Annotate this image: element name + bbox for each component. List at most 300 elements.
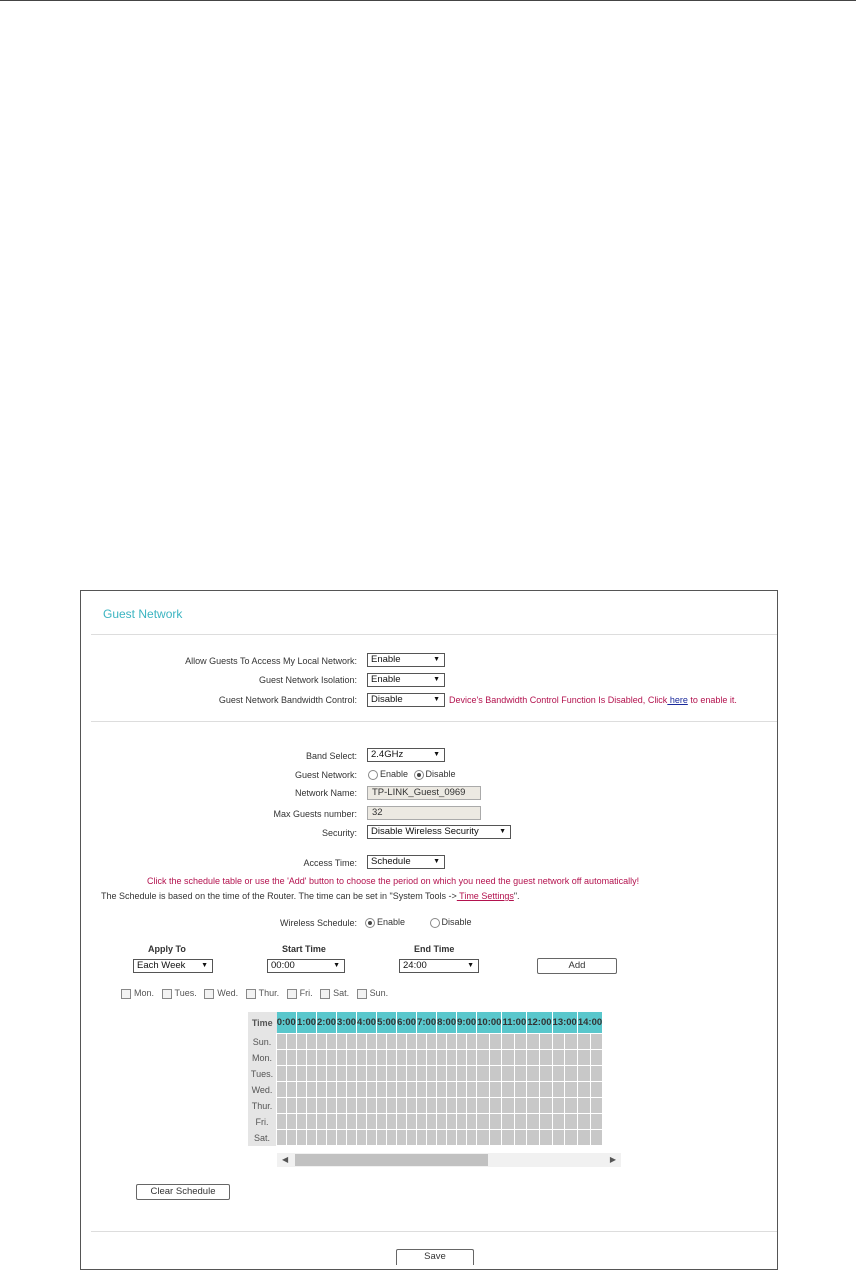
schedule-cell[interactable] [397, 1114, 407, 1130]
schedule-scrollbar[interactable] [277, 1153, 621, 1167]
schedule-cell[interactable] [527, 1098, 540, 1114]
schedule-cell[interactable] [467, 1050, 477, 1066]
schedule-cell[interactable] [489, 1130, 502, 1146]
end-time-select[interactable]: 24:00 ▼ [399, 959, 479, 973]
schedule-cell[interactable] [577, 1082, 590, 1098]
schedule-cell[interactable] [565, 1130, 578, 1146]
schedule-cell[interactable] [552, 1130, 565, 1146]
schedule-cell[interactable] [502, 1066, 514, 1082]
schedule-cell[interactable] [357, 1066, 367, 1082]
schedule-cell[interactable] [407, 1066, 417, 1082]
hour-header: 8:00 [437, 1012, 457, 1034]
schedule-cell[interactable] [407, 1034, 417, 1050]
day-row-label: Sat. [248, 1130, 277, 1146]
triangle-left-icon[interactable]: ◀ [282, 1155, 289, 1164]
band-select-label: Band Select: [305, 751, 357, 761]
schedule-cell[interactable] [297, 1034, 307, 1050]
schedule-cell[interactable] [357, 1130, 367, 1146]
schedule-cell[interactable] [577, 1034, 590, 1050]
schedule-cell[interactable] [539, 1114, 552, 1130]
schedule-row [248, 1034, 603, 1050]
schedule-cell[interactable] [565, 1034, 578, 1050]
schedule-cell[interactable] [467, 1130, 477, 1146]
schedule-cell[interactable] [277, 1082, 287, 1098]
triangle-right-icon[interactable]: ▶ [609, 1155, 616, 1164]
apply-to-label: Apply To [148, 944, 186, 954]
schedule-cell[interactable] [590, 1082, 603, 1098]
schedule-cell[interactable] [447, 1130, 457, 1146]
schedule-cell[interactable] [327, 1066, 337, 1082]
day-checkbox[interactable]: Wed. [204, 988, 238, 998]
schedule-cell[interactable] [539, 1050, 552, 1066]
schedule-cell[interactable] [539, 1130, 552, 1146]
schedule-cell[interactable] [552, 1082, 565, 1098]
schedule-cell[interactable] [539, 1098, 552, 1114]
hour-header: 9:00 [457, 1012, 477, 1034]
schedule-cell[interactable] [317, 1050, 327, 1066]
schedule-cell[interactable] [407, 1050, 417, 1066]
schedule-cell[interactable] [317, 1098, 327, 1114]
schedule-cell[interactable] [565, 1066, 578, 1082]
schedule-cell[interactable] [489, 1050, 502, 1066]
schedule-cell[interactable] [337, 1034, 347, 1050]
schedule-cell[interactable] [590, 1098, 603, 1114]
schedule-cell[interactable] [437, 1066, 447, 1082]
schedule-cell[interactable] [590, 1130, 603, 1146]
schedule-cell[interactable] [297, 1098, 307, 1114]
network-name-label: Network Name: [294, 788, 357, 798]
schedule-cell[interactable] [387, 1098, 397, 1114]
schedule-cell[interactable] [327, 1098, 337, 1114]
schedule-table [248, 1012, 621, 1143]
day-checkbox[interactable]: Tues. [162, 988, 197, 998]
start-time-select[interactable]: 00:00 ▼ [267, 959, 345, 973]
schedule-cell[interactable] [427, 1130, 437, 1146]
schedule-cell[interactable] [327, 1114, 337, 1130]
schedule-row [248, 1130, 603, 1146]
schedule-cell[interactable] [447, 1034, 457, 1050]
schedule-cell[interactable] [367, 1066, 377, 1082]
wireless-schedule-disable-radio[interactable] [430, 918, 440, 928]
schedule-cell[interactable] [317, 1066, 327, 1082]
isolation-label: Guest Network Isolation: [258, 675, 357, 685]
guest-network-panel [80, 590, 778, 1270]
schedule-cell[interactable] [552, 1034, 565, 1050]
schedule-cell[interactable] [447, 1082, 457, 1098]
schedule-cell[interactable] [357, 1098, 367, 1114]
schedule-cell[interactable] [552, 1098, 565, 1114]
schedule-cell[interactable] [367, 1034, 377, 1050]
day-checkboxes [121, 988, 388, 999]
schedule-cell[interactable] [527, 1050, 540, 1066]
schedule-cell[interactable] [527, 1034, 540, 1050]
schedule-row [248, 1098, 603, 1114]
schedule-cell[interactable] [277, 1114, 287, 1130]
day-row-label: Fri. [248, 1114, 277, 1130]
schedule-cell[interactable] [337, 1114, 347, 1130]
schedule-cell[interactable] [457, 1066, 467, 1082]
schedule-cell[interactable] [397, 1034, 407, 1050]
schedule-cell[interactable] [287, 1082, 297, 1098]
triangle-down-icon: ▼ [433, 696, 440, 703]
schedule-cell[interactable] [527, 1114, 540, 1130]
max-guests-label: Max Guests number: [273, 809, 357, 819]
schedule-cell[interactable] [565, 1114, 578, 1130]
schedule-cell[interactable] [447, 1066, 457, 1082]
hour-header: 12:00 [527, 1012, 552, 1034]
schedule-cell[interactable] [539, 1034, 552, 1050]
schedule-cell[interactable] [397, 1130, 407, 1146]
schedule-cell[interactable] [590, 1066, 603, 1082]
schedule-cell[interactable] [514, 1098, 526, 1114]
schedule-cell[interactable] [277, 1066, 287, 1082]
schedule-cell[interactable] [514, 1130, 526, 1146]
schedule-cell[interactable] [467, 1082, 477, 1098]
hour-header: 4:00 [357, 1012, 377, 1034]
schedule-cell[interactable] [565, 1050, 578, 1066]
schedule-cell[interactable] [577, 1130, 590, 1146]
schedule-cell[interactable] [347, 1034, 357, 1050]
schedule-cell[interactable] [502, 1098, 514, 1114]
bandwidth-select[interactable]: Disable ▼ [367, 693, 445, 707]
triangle-down-icon: ▼ [433, 751, 440, 758]
hour-header: 10:00 [477, 1012, 502, 1034]
access-time-select[interactable]: Schedule ▼ [367, 855, 445, 869]
schedule-row [248, 1050, 603, 1066]
hour-header: 0:00 [277, 1012, 297, 1034]
schedule-cell[interactable] [367, 1114, 377, 1130]
security-label: Security: [321, 828, 357, 838]
schedule-cell[interactable] [477, 1050, 490, 1066]
day-checkbox[interactable]: Sat. [320, 988, 349, 998]
schedule-cell[interactable] [297, 1082, 307, 1098]
schedule-cell[interactable] [367, 1098, 377, 1114]
schedule-cell[interactable] [287, 1098, 297, 1114]
schedule-cell[interactable] [477, 1066, 490, 1082]
schedule-cell[interactable] [367, 1082, 377, 1098]
schedule-cell[interactable] [447, 1098, 457, 1114]
schedule-cell[interactable] [297, 1066, 307, 1082]
triangle-down-icon: ▼ [433, 676, 440, 683]
schedule-cell[interactable] [427, 1082, 437, 1098]
triangle-down-icon: ▼ [467, 962, 474, 969]
schedule-cell[interactable] [427, 1034, 437, 1050]
schedule-cell[interactable] [377, 1034, 387, 1050]
schedule-cell[interactable] [489, 1114, 502, 1130]
schedule-cell[interactable] [502, 1114, 514, 1130]
schedule-cell[interactable] [427, 1098, 437, 1114]
schedule-cell[interactable] [407, 1114, 417, 1130]
schedule-cell[interactable] [297, 1114, 307, 1130]
schedule-row [248, 1066, 603, 1082]
bandwidth-note: Device's Bandwidth Control Function Is Disabled, Click here to enable it. [449, 695, 737, 705]
schedule-cell[interactable] [417, 1050, 427, 1066]
add-button[interactable]: Add [537, 958, 617, 974]
wireless-schedule-enable-radio[interactable] [365, 918, 375, 928]
triangle-down-icon: ▼ [499, 828, 506, 835]
schedule-cell[interactable] [477, 1098, 490, 1114]
schedule-cell[interactable] [514, 1066, 526, 1082]
schedule-cell[interactable] [417, 1130, 427, 1146]
schedule-cell[interactable] [514, 1050, 526, 1066]
schedule-cell[interactable] [407, 1130, 417, 1146]
schedule-cell[interactable] [502, 1034, 514, 1050]
schedule-cell[interactable] [590, 1034, 603, 1050]
schedule-cell[interactable] [317, 1034, 327, 1050]
schedule-cell[interactable] [327, 1082, 337, 1098]
schedule-cell[interactable] [317, 1082, 327, 1098]
schedule-cell[interactable] [307, 1082, 317, 1098]
schedule-cell[interactable] [467, 1114, 477, 1130]
schedule-cell[interactable] [457, 1082, 467, 1098]
schedule-cell[interactable] [447, 1114, 457, 1130]
schedule-cell[interactable] [387, 1082, 397, 1098]
guest-network-radios: Enable Disable [368, 769, 456, 780]
schedule-cell[interactable] [489, 1066, 502, 1082]
schedule-cell[interactable] [347, 1098, 357, 1114]
triangle-down-icon: ▼ [433, 858, 440, 865]
schedule-cell[interactable] [514, 1114, 526, 1130]
guest-network-enable-radio[interactable] [368, 770, 378, 780]
scrollbar-thumb[interactable] [295, 1154, 488, 1166]
schedule-cell[interactable] [327, 1050, 337, 1066]
schedule-cell[interactable] [527, 1082, 540, 1098]
schedule-cell[interactable] [590, 1114, 603, 1130]
max-guests-input[interactable]: 32 [367, 806, 481, 820]
schedule-cell[interactable] [377, 1098, 387, 1114]
schedule-cell[interactable] [297, 1050, 307, 1066]
schedule-cell[interactable] [347, 1050, 357, 1066]
schedule-cell[interactable] [307, 1066, 317, 1082]
schedule-cell[interactable] [527, 1066, 540, 1082]
guest-network-label: Guest Network: [294, 770, 357, 780]
schedule-cell[interactable] [552, 1114, 565, 1130]
schedule-cell[interactable] [467, 1066, 477, 1082]
schedule-cell[interactable] [277, 1098, 287, 1114]
triangle-down-icon: ▼ [201, 962, 208, 969]
schedule-cell[interactable] [552, 1050, 565, 1066]
day-row-label: Wed. [248, 1082, 277, 1098]
schedule-hint: Click the schedule table or use the 'Add' button to choose the period on which you need the guest network off automatically! [147, 876, 640, 886]
schedule-cell[interactable] [417, 1034, 427, 1050]
page-title: Guest Network [103, 607, 183, 621]
hour-header: 6:00 [397, 1012, 417, 1034]
schedule-cell[interactable] [477, 1130, 490, 1146]
hour-header: 7:00 [417, 1012, 437, 1034]
schedule-cell[interactable] [514, 1034, 526, 1050]
schedule-cell[interactable] [377, 1050, 387, 1066]
hour-header: 13:00 [552, 1012, 577, 1034]
schedule-cell[interactable] [327, 1034, 337, 1050]
schedule-cell[interactable] [552, 1066, 565, 1082]
schedule-cell[interactable] [527, 1130, 540, 1146]
schedule-cell[interactable] [397, 1066, 407, 1082]
schedule-cell[interactable] [417, 1098, 427, 1114]
hour-header: 14:00 [577, 1012, 602, 1034]
divider [91, 634, 777, 635]
schedule-cell[interactable] [377, 1114, 387, 1130]
schedule-cell[interactable] [539, 1066, 552, 1082]
schedule-cell[interactable] [277, 1034, 287, 1050]
clear-schedule-button[interactable]: Clear Schedule [136, 1184, 230, 1200]
schedule-cell[interactable] [367, 1130, 377, 1146]
schedule-cell[interactable] [577, 1114, 590, 1130]
schedule-cell[interactable] [565, 1098, 578, 1114]
schedule-cell[interactable] [277, 1050, 287, 1066]
schedule-cell[interactable] [347, 1114, 357, 1130]
day-row-label: Mon. [248, 1050, 277, 1066]
enable-bandwidth-link[interactable]: here [667, 695, 688, 705]
schedule-cell[interactable] [457, 1098, 467, 1114]
schedule-row [248, 1114, 603, 1130]
schedule-cell[interactable] [577, 1050, 590, 1066]
schedule-cell[interactable] [427, 1114, 437, 1130]
save-button[interactable]: Save [396, 1249, 474, 1265]
schedule-cell[interactable] [337, 1050, 347, 1066]
schedule-cell[interactable] [357, 1082, 367, 1098]
schedule-cell[interactable] [417, 1082, 427, 1098]
hour-header: 1:00 [297, 1012, 317, 1034]
schedule-cell[interactable] [514, 1082, 526, 1098]
hour-header: 3:00 [337, 1012, 357, 1034]
schedule-cell[interactable] [347, 1066, 357, 1082]
schedule-cell[interactable] [457, 1034, 467, 1050]
schedule-cell[interactable] [539, 1082, 552, 1098]
schedule-cell[interactable] [417, 1114, 427, 1130]
schedule-cell[interactable] [407, 1098, 417, 1114]
schedule-cell[interactable] [477, 1114, 490, 1130]
hour-header: 5:00 [377, 1012, 397, 1034]
security-select[interactable]: Disable Wireless Security ▼ [367, 825, 511, 839]
schedule-cell[interactable] [477, 1034, 490, 1050]
schedule-cell[interactable] [457, 1114, 467, 1130]
hour-header: 11:00 [502, 1012, 527, 1034]
schedule-cell[interactable] [437, 1034, 447, 1050]
schedule-cell[interactable] [277, 1130, 287, 1146]
schedule-cell[interactable] [287, 1130, 297, 1146]
schedule-cell[interactable] [447, 1050, 457, 1066]
allow-access-select[interactable]: Enable ▼ [367, 653, 445, 667]
day-checkbox[interactable]: Fri. [287, 988, 313, 998]
schedule-cell[interactable] [317, 1114, 327, 1130]
time-header: Time [248, 1012, 277, 1034]
schedule-cell[interactable] [437, 1098, 447, 1114]
schedule-cell[interactable] [427, 1050, 437, 1066]
schedule-cell[interactable] [502, 1050, 514, 1066]
schedule-cell[interactable] [347, 1082, 357, 1098]
schedule-cell[interactable] [337, 1082, 347, 1098]
schedule-cell[interactable] [417, 1066, 427, 1082]
schedule-cell[interactable] [477, 1082, 490, 1098]
schedule-cell[interactable] [437, 1130, 447, 1146]
schedule-cell[interactable] [287, 1066, 297, 1082]
apply-to-select[interactable]: Each Week ▼ [133, 959, 213, 973]
schedule-cell[interactable] [437, 1050, 447, 1066]
schedule-grid [248, 1012, 603, 1146]
triangle-down-icon: ▼ [433, 656, 440, 663]
day-row-label: Tues. [248, 1066, 277, 1082]
wireless-schedule-label: Wireless Schedule: [279, 918, 357, 928]
schedule-cell[interactable] [467, 1098, 477, 1114]
schedule-cell[interactable] [347, 1130, 357, 1146]
schedule-info: The Schedule is based on the time of the Router. The time can be set in "System Tools -> Time Settings". [101, 891, 520, 901]
schedule-cell[interactable] [387, 1034, 397, 1050]
schedule-cell[interactable] [287, 1034, 297, 1050]
band-select[interactable]: 2.4GHz ▼ [367, 748, 445, 762]
schedule-cell[interactable] [317, 1130, 327, 1146]
schedule-cell[interactable] [565, 1082, 578, 1098]
schedule-cell[interactable] [590, 1050, 603, 1066]
schedule-cell[interactable] [387, 1066, 397, 1082]
schedule-cell[interactable] [577, 1098, 590, 1114]
schedule-cell[interactable] [397, 1098, 407, 1114]
schedule-cell[interactable] [427, 1066, 437, 1082]
schedule-cell[interactable] [297, 1130, 307, 1146]
start-time-label: Start Time [282, 944, 326, 954]
schedule-cell[interactable] [307, 1114, 317, 1130]
schedule-cell[interactable] [377, 1130, 387, 1146]
schedule-cell[interactable] [307, 1130, 317, 1146]
page-top-rule [0, 0, 856, 1]
schedule-cell[interactable] [377, 1066, 387, 1082]
schedule-cell[interactable] [457, 1050, 467, 1066]
day-checkbox[interactable]: Mon. [121, 988, 154, 998]
schedule-cell[interactable] [337, 1098, 347, 1114]
schedule-cell[interactable] [367, 1050, 377, 1066]
schedule-cell[interactable] [489, 1098, 502, 1114]
schedule-cell[interactable] [387, 1114, 397, 1130]
schedule-cell[interactable] [287, 1050, 297, 1066]
day-checkbox[interactable]: Thur. [246, 988, 280, 998]
schedule-cell[interactable] [502, 1082, 514, 1098]
schedule-cell[interactable] [307, 1098, 317, 1114]
isolation-select[interactable]: Enable ▼ [367, 673, 445, 687]
schedule-cell[interactable] [457, 1130, 467, 1146]
schedule-cell[interactable] [357, 1050, 367, 1066]
hour-header: 2:00 [317, 1012, 337, 1034]
schedule-cell[interactable] [397, 1050, 407, 1066]
schedule-cell[interactable] [387, 1050, 397, 1066]
schedule-cell[interactable] [327, 1130, 337, 1146]
schedule-cell[interactable] [337, 1130, 347, 1146]
schedule-cell[interactable] [307, 1034, 317, 1050]
schedule-cell[interactable] [489, 1082, 502, 1098]
schedule-cell[interactable] [287, 1114, 297, 1130]
divider [91, 721, 777, 722]
schedule-cell[interactable] [437, 1114, 447, 1130]
schedule-cell[interactable] [357, 1034, 367, 1050]
schedule-cell[interactable] [337, 1066, 347, 1082]
schedule-cell[interactable] [489, 1034, 502, 1050]
schedule-cell[interactable] [307, 1050, 317, 1066]
schedule-cell[interactable] [397, 1082, 407, 1098]
network-name-input[interactable]: TP-LINK_Guest_0969 [367, 786, 481, 800]
guest-network-disable-radio[interactable] [414, 770, 424, 780]
schedule-cell[interactable] [502, 1130, 514, 1146]
divider [91, 1231, 777, 1232]
access-time-label: Access Time: [303, 858, 357, 868]
end-time-label: End Time [414, 944, 455, 954]
schedule-cell[interactable] [357, 1114, 367, 1130]
day-checkbox[interactable]: Sun. [357, 988, 389, 998]
schedule-cell[interactable] [437, 1082, 447, 1098]
schedule-cell[interactable] [387, 1130, 397, 1146]
schedule-cell[interactable] [467, 1034, 477, 1050]
schedule-cell[interactable] [407, 1082, 417, 1098]
schedule-cell[interactable] [377, 1082, 387, 1098]
schedule-cell[interactable] [577, 1066, 590, 1082]
time-settings-link[interactable]: Time Settings [456, 891, 514, 901]
